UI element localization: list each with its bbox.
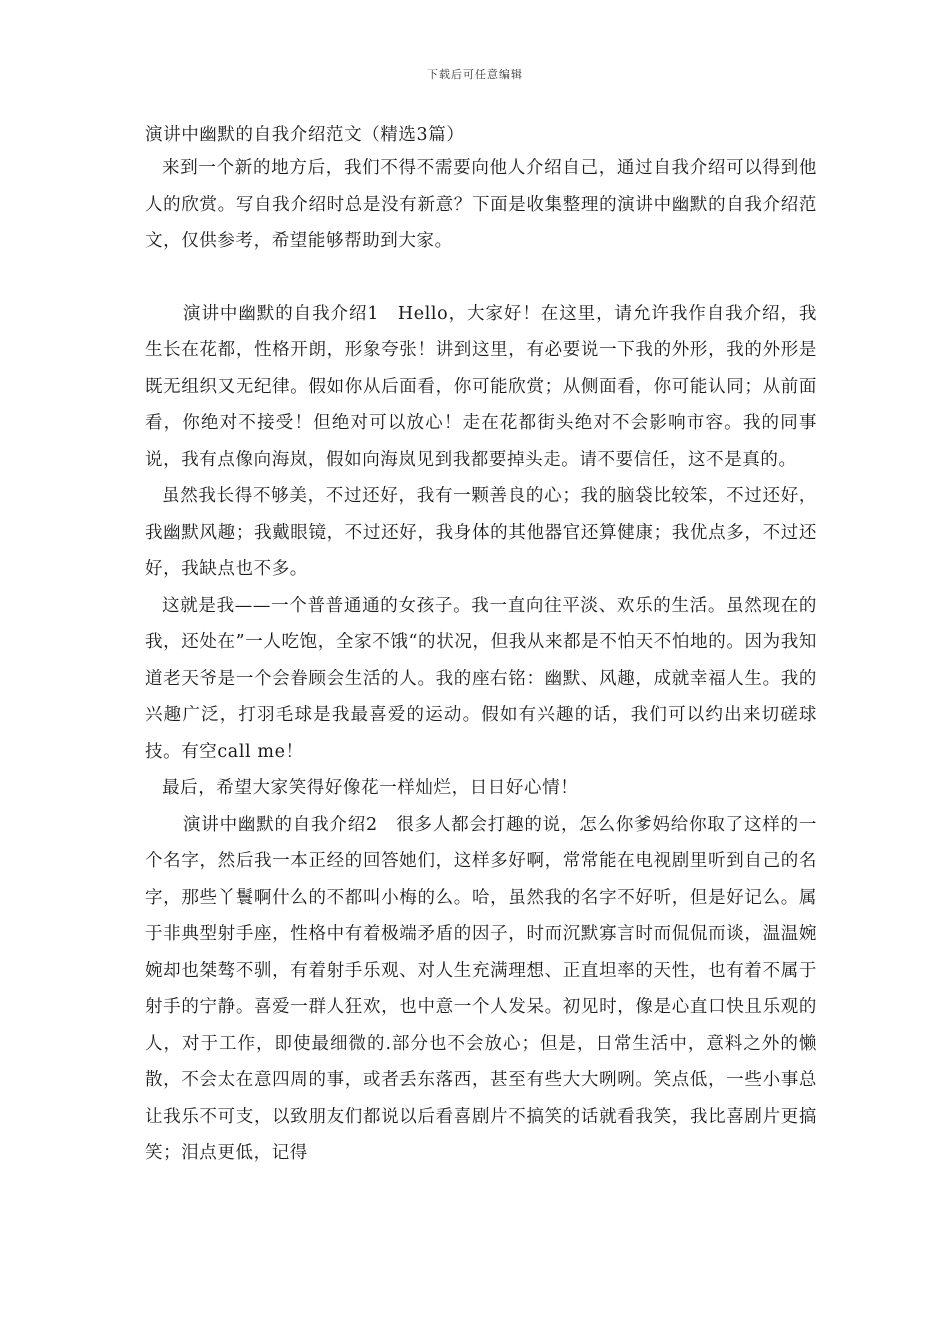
page-header: 下载后可任意编辑 <box>427 68 523 81</box>
section1-paragraph: 演讲中幽默的自我介绍1 Hello，大家好！在这里，请允许我作自我介绍，我生长在花都，性格开朗，形象夸张！讲到这里，有必要说一下我的外形，我的外形是既无组织又无纪律。假如你从后面看，你可能欣赏；从侧面看，你可能认同；从前面看，你绝对不接受！但绝对可以放心！走在花都街头绝对不会影响市容。我的同事说，我有点像向海岚，假如向海岚见到我都要掉头走。请不要信任，这不是真的。 <box>145 303 817 470</box>
paragraph-2: 虽然我长得不够美，不过还好，我有一颗善良的心；我的脑袋比较笨，不过还好，我幽默风趣；我戴眼镜，不过还好，我身体的其他器官还算健康；我优点多，不过还好，我缺点也不多。 <box>145 486 817 579</box>
document-body <box>145 120 817 1172</box>
intro-paragraph: 来到一个新的地方后，我们不得不需要向他人介绍自己，通过自我介绍可以得到他人的欣赏。写自我介绍时总是没有新意？下面是收集整理的演讲中幽默的自我介绍范文，仅供参考，希望能够帮助到大家。 <box>145 158 817 251</box>
paragraph-spacer <box>145 260 817 296</box>
section2-paragraph: 演讲中幽默的自我介绍2 很多人都会打趣的说，怎么你爹妈给你取了这样的一个名字，然后我一本正经的回答她们，这样多好啊，常常能在电视剧里听到自己的名字，那些丫鬟啊什么的不都叫小梅的么。哈，虽然我的名字不好听，但是好记么。属于非典型射手座，性格中有着极端矛盾的因子，时而沉默寡言时而侃侃而谈，温温婉婉却也桀骜不驯，有着射手乐观、对人生充满理想、正直坦率的天性，也有着不属于射手的宁静。喜爱一群人狂欢，也中意一个人发呆。初见时，像是心直口快且乐观的人，对于工作，即使最细微的.部分也不会放心；但是，日常生活中，意料之外的懒散，不会太在意四周的事，或者丢东落西，甚至有些大大咧咧。笑点低，一些小事总让我乐不可支，以致朋友们都说以后看喜剧片不搞笑的话就看我笑，我比喜剧片更搞笑；泪点更低，记得 <box>145 814 817 1163</box>
paragraph-3: 这就是我——一个普普通通的女孩子。我一直向往平淡、欢乐的生活。虽然现在的我，还处在”一人吃饱，全家不饿“的状况，但我从来都是不怕天不怕地的。因为我知道老天爷是一个会眷顾会生活的人。我的座右铭：幽默、风趣，成就幸福人生。我的兴趣广泛，打羽毛球是我最喜爱的运动。假如有兴趣的话，我们可以约出来切磋球技。有空call me！ <box>145 595 817 762</box>
document-title: 演讲中幽默的自我介绍范文（精选3篇） <box>145 125 465 145</box>
paragraph-4: 最后，希望大家笑得好像花一样灿烂，日日好心情！ <box>162 778 579 798</box>
